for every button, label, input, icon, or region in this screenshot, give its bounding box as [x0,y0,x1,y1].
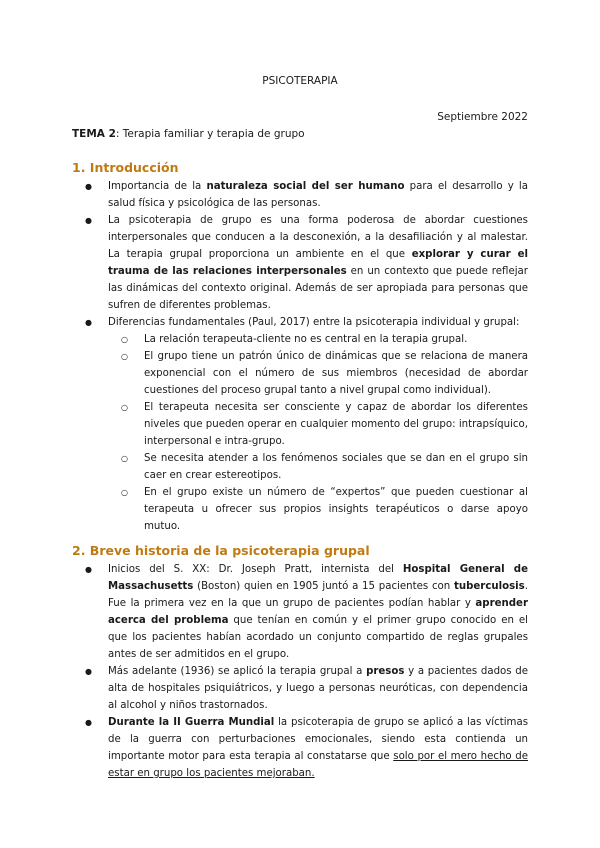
document-date: Septiembre 2022 [437,111,528,123]
bullet-list [72,178,528,331]
text-run: Inicios del S. XX: Dr. Joseph Pratt, internista del [108,564,403,575]
text-run: (Boston) quien en 1905 juntó a 15 pacientes con [193,581,454,592]
list-item [72,178,528,212]
bold-text: naturaleza social del ser humano [206,181,405,192]
list-item [72,212,528,314]
sub-list-item: ○ Se necesita atender a los fenómenos sociales que se dan en el grupo sin caer en crear estereotipos. [108,450,528,484]
list-item [72,663,528,714]
bold-text: tuberculosis [453,581,525,592]
sub-list-item: ○ El terapeuta necesita ser consciente y capaz de abordar los diferentes niveles que pueden operar en cualquier momento del grupo: intrapsíquico, interpersonal e intra-grupo. [108,399,528,450]
sub-list-item: ○ El grupo tiene un patrón único de dinámicas que se relaciona de manera exponencial con el número de sus miembros (necesidad de abordar cuestiones del proceso grupal tanto a nivel grupal como individual). [108,348,528,399]
section-historia [72,543,528,782]
sub-list-item: ○ La relación terapeuta-cliente no es central en la terapia grupal. [108,331,528,348]
sub-list-item: ○ En el grupo existe un número de “expertos” que pueden cuestionar al terapeuta u ofrecer sus propios insights terapéuticos o darse apoyo mutuo. [108,484,528,535]
topic-text: : Terapia familiar y terapia de grupo [115,128,305,140]
bold-text: Durante la II Guerra Mundial [108,717,275,728]
underlined-text: solo por el mero hecho de estar en grupo los pacientes mejoraban. [108,751,528,779]
list-item [72,714,528,782]
list-item [72,314,528,331]
text-run: en un contexto que puede reflejar las dinámicas del contexto original. Además de ser apropiada para personas que sufren de diferentes problemas. [108,266,528,311]
section-introduccion [72,160,528,535]
bold-text: Hospital General de Massachusetts [108,564,529,592]
text-run: Más adelante (1936) se aplicó la terapia grupal a [108,666,367,677]
text-run: La psicoterapia de grupo es una forma poderosa de abordar cuestiones interpersonales que conducen a la desconexión, a la desafiliación y al malestar. La terapia grupal proporciona un ambiente en el que [108,215,528,260]
sub-bullet-list [108,331,528,535]
bullet-list [72,561,528,782]
text-run: Diferencias fundamentales (Paul, 2017) entre la psicoterapia individual y grupal: [108,317,520,328]
bold-text: aprender acerca del problema [108,598,528,626]
text-run: la psicoterapia de grupo se aplicó a las víctimas de la guerra con perturbaciones emocionales, siendo esta contienda un importante motor para esta terapia al constatarse que [108,717,529,762]
text-run: Importancia de la [108,181,207,192]
bold-text: presos [366,666,405,677]
text-run: y a pacientes dados de alta de hospitales psiquiátricos, y luego a personas neuróticas, con dependencia al alcohol y niños trastornados. [108,666,528,711]
list-item [72,561,528,663]
section-heading: 1. Introducción [72,160,179,175]
section-heading: 2. Breve historia de la psicoterapia grupal [72,543,370,558]
topic-label: TEMA 2 [72,128,116,140]
document-title: PSICOTERAPIA [262,75,338,87]
text-run: para el desarrollo y la salud física y psicológica de las personas. [108,181,528,209]
text-run: que tenían en común y el primer grupo conocido en el que los pacientes habían acordado un conjunto compartido de reglas grupales antes de ser admitidos en el grupo. [108,615,528,660]
text-run: . Fue la primera vez en la que un grupo de pacientes podían hablar y [108,581,528,609]
topic-line [72,128,305,140]
bold-text: explorar y curar el trauma de las relaciones interpersonales [108,249,528,277]
